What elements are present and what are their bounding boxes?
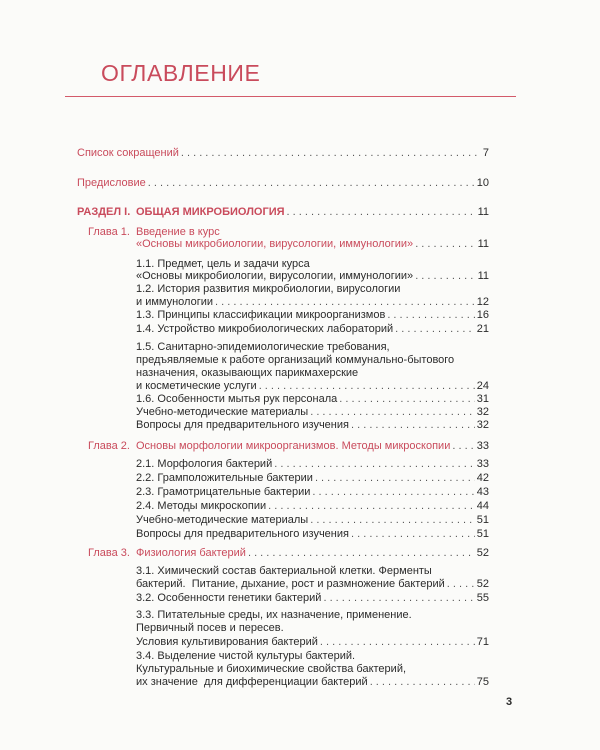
toc-subentry-2-1[interactable] bbox=[136, 458, 489, 470]
toc-page: 16 bbox=[476, 309, 489, 321]
toc-subentry-2-3[interactable] bbox=[136, 486, 489, 498]
chapter-title-line1: Введение в курс bbox=[136, 226, 220, 238]
toc-page: 33 bbox=[476, 440, 489, 452]
toc-entry-text: Предисловие bbox=[77, 177, 146, 189]
dot-leader bbox=[248, 547, 475, 559]
toc-entry-text: 1.6. Особенности мытья рук персонала bbox=[136, 393, 338, 405]
chapter-label: Глава 2. bbox=[88, 440, 130, 452]
toc-page: 12 bbox=[476, 296, 489, 308]
toc-entry-abbreviations[interactable] bbox=[77, 147, 489, 159]
dot-leader bbox=[312, 486, 474, 498]
toc-entry-preface[interactable] bbox=[77, 177, 489, 189]
toc-subentry-line: назначения, оказывающих парикмахерские bbox=[136, 367, 359, 379]
toc-page: 10 bbox=[476, 177, 489, 189]
toc-entry-chapter-1[interactable] bbox=[136, 238, 489, 250]
dot-leader bbox=[447, 578, 475, 590]
toc-entry-text: их значение для дифференциации бактерий bbox=[136, 676, 368, 688]
toc-subentry-line: предъявляемые к работе организаций коммунально-бытового bbox=[136, 354, 455, 366]
dot-leader bbox=[415, 238, 475, 250]
toc-subentry-3-2[interactable] bbox=[136, 592, 489, 604]
toc-page: 71 bbox=[476, 636, 489, 648]
toc-page: 52 bbox=[476, 578, 489, 590]
toc-page: 32 bbox=[476, 406, 489, 418]
toc-page: 52 bbox=[476, 547, 489, 559]
toc-subentry-1-1[interactable] bbox=[136, 270, 489, 282]
toc-subentry-1-3[interactable] bbox=[136, 309, 489, 321]
toc-page: 44 bbox=[476, 500, 489, 512]
dot-leader bbox=[339, 393, 474, 405]
toc-subentry-1-4[interactable] bbox=[136, 323, 489, 335]
dot-leader bbox=[351, 419, 475, 431]
toc-entry-text: 2.2. Грамположительные бактерии bbox=[136, 472, 313, 484]
dot-leader bbox=[148, 177, 475, 189]
toc-page: 21 bbox=[476, 323, 489, 335]
toc-entry-text: Основы морфологии микроорганизмов. Методы микроскопии bbox=[136, 440, 451, 452]
dot-leader bbox=[315, 472, 475, 484]
dot-leader bbox=[370, 676, 475, 688]
toc-entry-text: 2.1. Морфология бактерий bbox=[136, 458, 273, 470]
toc-subentry-1-5[interactable] bbox=[136, 380, 489, 392]
toc-subentry-2-4[interactable] bbox=[136, 500, 489, 512]
toc-entry-text: 2.4. Методы микроскопии bbox=[136, 500, 267, 512]
chapter-label: Глава 1. bbox=[88, 226, 130, 238]
toc-entry-text: Вопросы для предварительного изучения bbox=[136, 528, 349, 540]
dot-leader bbox=[268, 500, 475, 512]
toc-page: 51 bbox=[476, 528, 489, 540]
toc-page: 11 bbox=[477, 238, 489, 250]
toc-entry-chapter-2[interactable] bbox=[136, 440, 489, 452]
toc-subentry-1-6[interactable] bbox=[136, 393, 489, 405]
toc-subentry-line: 3.4. Выделение чистой культуры бактерий. bbox=[136, 650, 356, 662]
toc-entry-text: «Основы микробиологии, вирусологии, иммунологии» bbox=[136, 270, 414, 282]
toc-entry-text: «Основы микробиологии, вирусологии, иммунологии» bbox=[136, 238, 414, 250]
toc-page: 7 bbox=[482, 147, 489, 159]
dot-leader bbox=[181, 147, 481, 159]
toc-entry-section-1[interactable] bbox=[136, 206, 489, 218]
dot-leader bbox=[259, 380, 475, 392]
toc-page: 24 bbox=[476, 380, 489, 392]
toc-page: 11 bbox=[477, 270, 489, 282]
dot-leader bbox=[387, 309, 474, 321]
dot-leader bbox=[452, 440, 474, 452]
toc-subentry-2-2[interactable] bbox=[136, 472, 489, 484]
toc-page: 33 bbox=[476, 458, 489, 470]
toc-subentry-1-questions[interactable] bbox=[136, 419, 489, 431]
toc-entry-text: Вопросы для предварительного изучения bbox=[136, 419, 349, 431]
toc-entry-text: Учебно-методические материалы bbox=[136, 406, 309, 418]
toc-page: 32 bbox=[476, 419, 489, 431]
toc-entry-text: 3.2. Особенности генетики бактерий bbox=[136, 592, 322, 604]
toc-page: 43 bbox=[476, 486, 489, 498]
dot-leader bbox=[310, 514, 475, 526]
toc-entry-text: Учебно-методические материалы bbox=[136, 514, 309, 526]
toc-subentry-line: 3.1. Химический состав бактериальной клетки. Ферменты bbox=[136, 565, 432, 577]
toc-page: 51 bbox=[476, 514, 489, 526]
dot-leader bbox=[274, 458, 475, 470]
toc-page: 31 bbox=[476, 393, 489, 405]
toc-subentry-2-questions[interactable] bbox=[136, 528, 489, 540]
chapter-label: Глава 3. bbox=[88, 547, 130, 559]
toc-subentry-1-materials[interactable] bbox=[136, 406, 489, 418]
toc-page: 42 bbox=[476, 472, 489, 484]
section-label: РАЗДЕЛ I. bbox=[77, 206, 131, 218]
toc-entry-text: Список сокращений bbox=[77, 147, 179, 159]
dot-leader bbox=[351, 528, 475, 540]
toc-entry-text: Условия культивирования бактерий bbox=[136, 636, 318, 648]
toc-entry-text: бактерий. Питание, дыхание, рост и размножение бактерий bbox=[136, 578, 445, 590]
toc-subentry-line: 1.1. Предмет, цель и задачи курса bbox=[136, 258, 310, 270]
toc-entry-text: 1.3. Принципы классификации микроорганизмов bbox=[136, 309, 386, 321]
toc-entry-text: 2.3. Грамотрицательные бактерии bbox=[136, 486, 311, 498]
dot-leader bbox=[320, 636, 475, 648]
toc-subentry-line: 3.3. Питательные среды, их назначение, применение. bbox=[136, 609, 412, 621]
toc-subentry-line: 1.2. История развития микробиологии, вирусологии bbox=[136, 283, 401, 295]
page-title: ОГЛАВЛЕНИЕ bbox=[101, 60, 261, 86]
toc-entry-chapter-3[interactable] bbox=[136, 547, 489, 559]
toc-subentry-3-4[interactable] bbox=[136, 676, 489, 688]
dot-leader bbox=[215, 296, 475, 308]
toc-entry-text: ОБЩАЯ МИКРОБИОЛОГИЯ bbox=[136, 206, 285, 218]
toc-subentry-1-2[interactable] bbox=[136, 296, 489, 308]
toc-entry-text: и косметические услуги bbox=[136, 380, 257, 392]
toc-entry-text: Физиология бактерий bbox=[136, 547, 246, 559]
toc-entry-text: и иммунологии bbox=[136, 296, 214, 308]
toc-subentry-line: Культуральные и биохимические свойства бактерий, bbox=[136, 663, 407, 675]
toc-subentry-line: Первичный посев и пересев. bbox=[136, 622, 284, 634]
dot-leader bbox=[395, 323, 475, 335]
toc-page: 75 bbox=[476, 676, 489, 688]
toc-subentry-2-materials[interactable] bbox=[136, 514, 489, 526]
page-number: 3 bbox=[506, 696, 513, 708]
toc-subentry-line: 1.5. Санитарно-эпидемиологические требования, bbox=[136, 341, 390, 353]
dot-leader bbox=[415, 270, 475, 282]
toc-subentry-3-3[interactable] bbox=[136, 636, 489, 648]
toc-subentry-3-1[interactable] bbox=[136, 578, 489, 590]
toc-page: 55 bbox=[476, 592, 489, 604]
dot-leader bbox=[323, 592, 474, 604]
dot-leader bbox=[287, 206, 476, 218]
dot-leader bbox=[310, 406, 475, 418]
toc-page: 11 bbox=[477, 206, 489, 218]
toc-entry-text: 1.4. Устройство микробиологических лабораторий bbox=[136, 323, 394, 335]
